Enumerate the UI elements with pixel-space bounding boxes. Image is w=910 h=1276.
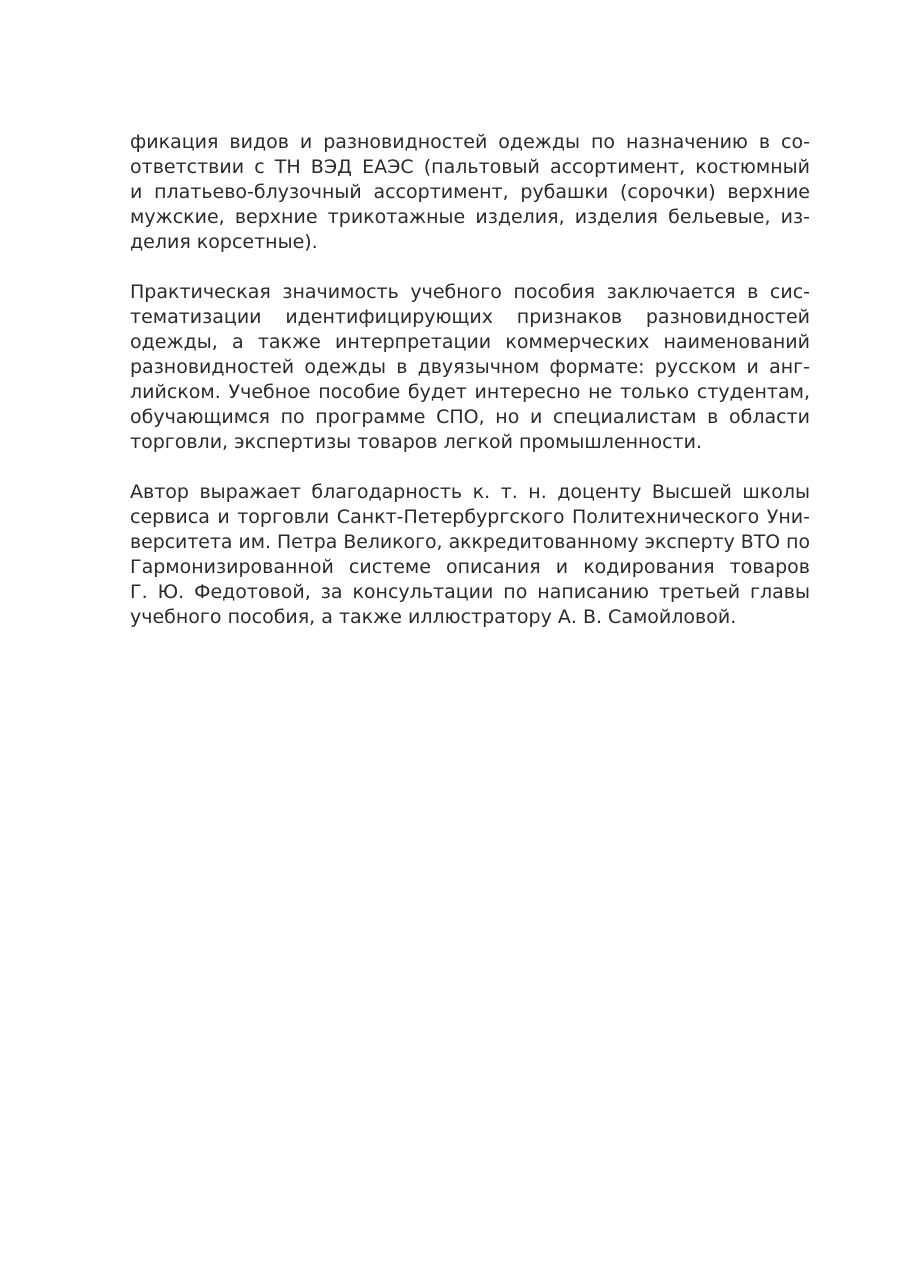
text-line: ответствии с ТН ВЭД ЕАЭС (пальтовый ассортимент, костюмный [130,156,810,178]
text-line: сервиса и торговли Санкт-Петербургского Политехнического Уни- [130,506,810,528]
text-line: учебного пособия, а также иллюстратору А. В. Самойловой. [130,606,737,628]
text-line: обучающимся по программе СПО, но и специалистам в области [130,406,810,428]
text-line: торговли, экспертизы товаров легкой промышленности. [130,431,703,453]
text-line: одежды, а также интерпретации коммерческих наименований [130,331,810,353]
text-line: Гармонизированной системе описания и кодирования товаров [130,556,810,578]
text-line: Практическая значимость учебного пособия заключается в сис- [130,281,810,303]
text-line: разновидностей одежды в двуязычном формате: русском и анг- [130,356,810,378]
body-text [130,130,810,655]
paragraph-acknowledgements [130,480,810,630]
text-line: делия корсетные). [130,231,318,253]
text-line: верситета им. Петра Великого, аккредитованному эксперту ВТО по [130,531,810,553]
paragraph-classification [130,130,810,255]
text-line: мужские, верхние трикотажные изделия, изделия бельевые, из- [130,206,810,228]
text-line: тематизации идентифицирующих признаков разновидностей [130,306,810,328]
text-line: Г. Ю. Федотовой, за консультации по написанию третьей главы [130,581,810,603]
text-line: фикация видов и разновидностей одежды по назначению в со- [130,131,810,153]
text-line: Автор выражает благодарность к. т. н. доценту Высшей школы [130,481,810,503]
text-line: лийском. Учебное пособие будет интересно не только студентам, [130,381,810,403]
text-line: и платьево-блузочный ассортимент, рубашки (сорочки) верхние [130,181,810,203]
paragraph-practical-significance [130,280,810,455]
